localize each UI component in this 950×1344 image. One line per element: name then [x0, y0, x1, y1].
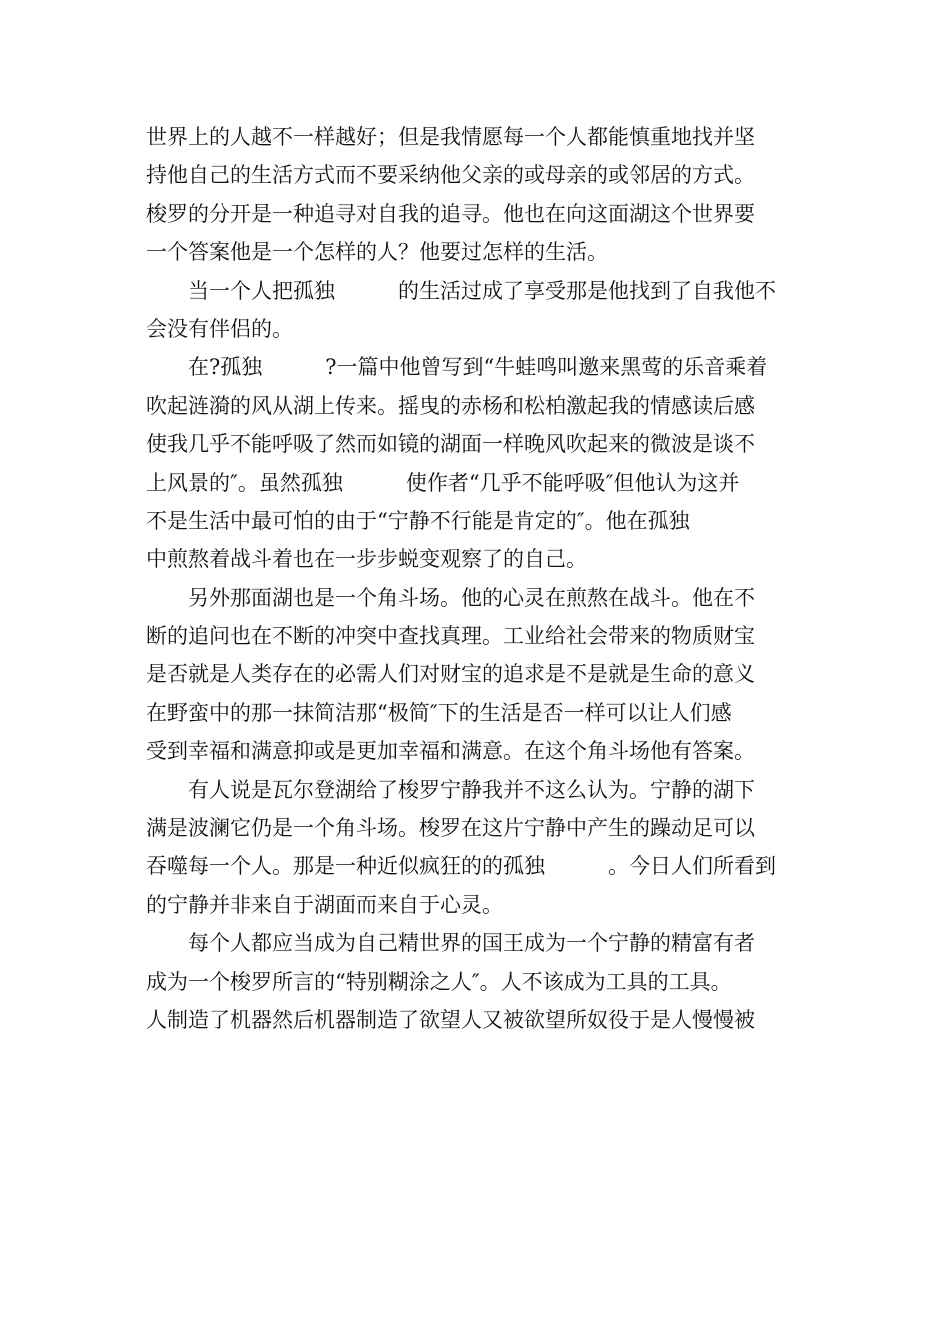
text-line: 受到幸福和满意抑或是更加幸福和满意。在这个角斗场他有答案。 — [146, 739, 755, 764]
text-line: 满是波澜它仍是一个角斗场。梭罗在这片宁静中产生的躁动足可以 — [146, 816, 755, 841]
text-line: 会没有伴侣的。 — [146, 316, 293, 341]
text-line: 在野蛮中的那一抹简洁那“极简″下的生活是否一样可以让人们感 — [146, 700, 732, 725]
text-line: 梭罗的分开是一种追寻对自我的追寻。他也在向这面湖这个世界要 — [146, 201, 755, 226]
text-line: 当一个人把孤独 的生活过成了享受那是他找到了自我他不 — [146, 278, 776, 303]
text-line: 使我几乎不能呼吸了然而如镜的湖面一样晚风吹起来的微波是谈不 — [146, 432, 755, 457]
text-line: 中煎熬着战斗着也在一步步蜕变观察了的自己。 — [146, 547, 587, 572]
body-text — [146, 118, 808, 1039]
text-line: 一个答案他是一个怎样的人？他要过怎样的生活。 — [146, 240, 608, 265]
text-line: 吹起涟漪的风从湖上传来。摇曳的赤杨和松柏激起我的情感读后感 — [146, 393, 755, 418]
text-line: 吞噬每一个人。那是一种近似疯狂的的孤独 。今日人们所看到 — [146, 854, 776, 879]
text-line: 上风景的″。虽然孤独 使作者“几乎不能呼吸″但他认为这并 — [146, 470, 740, 495]
text-line: 断的追问也在不断的冲突中查找真理。工业给社会带来的物质财宝 — [146, 624, 755, 649]
text-line: 另外那面湖也是一个角斗场。他的心灵在煎熬在战斗。他在不 — [146, 585, 755, 610]
text-line: 世界上的人越不一样越好；但是我情愿每一个人都能慎重地找并坚 — [146, 125, 755, 149]
text-line: 成为一个梭罗所言的“特别糊涂之人″。人不该成为工具的工具。 — [146, 969, 732, 994]
text-line: 持他自己的生活方式而不要采纳他父亲的或母亲的或邻居的方式。 — [146, 163, 755, 188]
text-line: 不是生活中最可怕的由于“宁静不行能是肯定的″。他在孤独 — [146, 508, 690, 533]
text-line: 是否就是人类存在的必需人们对财宝的追求是不是就是生命的意义 — [146, 662, 755, 687]
text-line: 在?孤独 ?一篇中他曾写到“牛蛙鸣叫邀来黑莺的乐音乘着 — [146, 355, 768, 380]
text-line: 有人说是瓦尔登湖给了梭罗宁静我并不这么认为。宁静的湖下 — [146, 777, 755, 802]
text-line: 人制造了机器然后机器制造了欲望人又被欲望所奴役于是人慢慢被 — [146, 1007, 755, 1032]
text-line: 每个人都应当成为自己精世界的国王成为一个宁静的精富有者 — [146, 931, 755, 956]
text-line: 的宁静并非来自于湖面而来自于心灵。 — [146, 892, 503, 917]
